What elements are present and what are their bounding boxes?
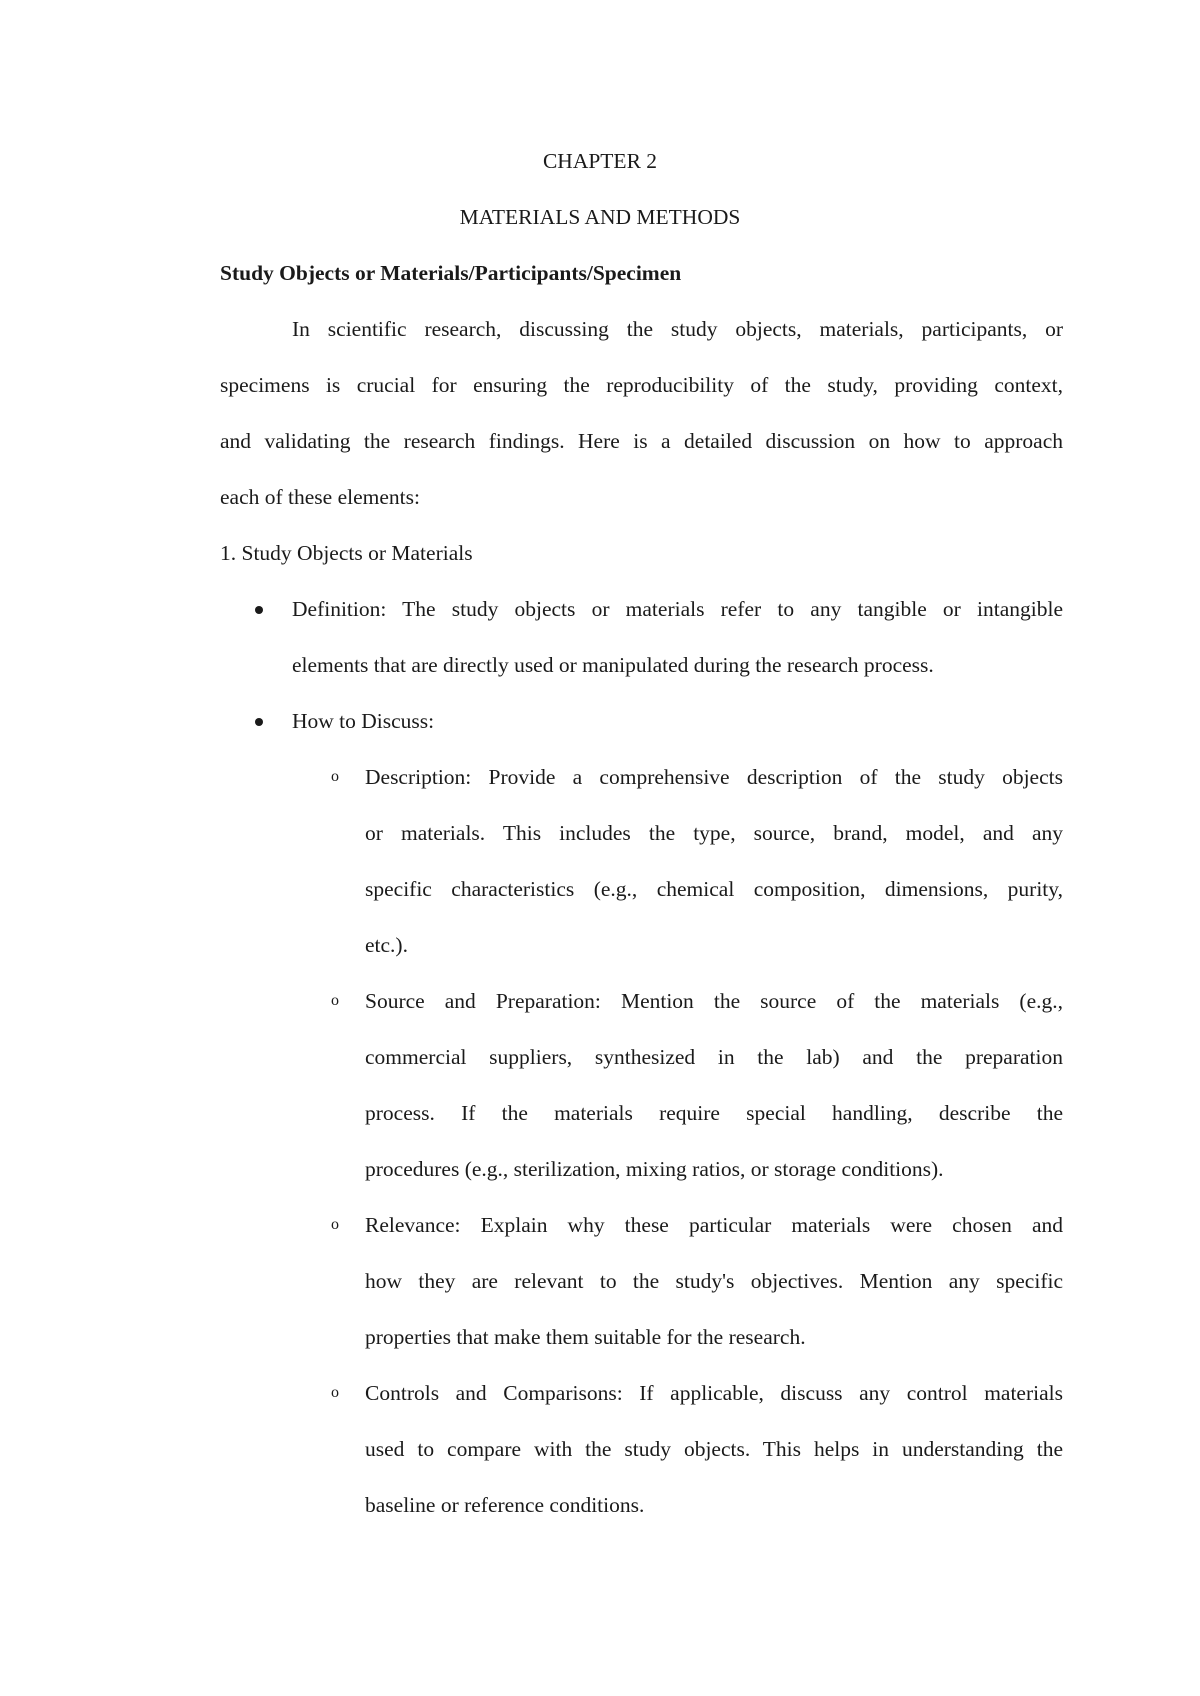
sub-bullet-line: etc.).: [365, 933, 408, 957]
bullet-marker: [251, 594, 267, 624]
sub-bullet-line: Relevance: Explain why these particular materials were chosen and: [365, 1213, 1063, 1237]
sub-bullet-line: procedures (e.g., sterilization, mixing ratios, or storage conditions).: [365, 1157, 944, 1181]
sub-bullet-line: Controls and Comparisons: If applicable, discuss any control materials: [365, 1381, 1063, 1405]
section-heading: Study Objects or Materials/Participants/Specimen: [220, 261, 682, 285]
sub-bullet-line: baseline or reference conditions.: [365, 1493, 645, 1517]
bullet-line: How to Discuss:: [292, 709, 435, 733]
sub-bullet-line: how they are relevant to the study's objectives. Mention any specific: [365, 1269, 1063, 1293]
chapter-heading: CHAPTER 2: [542, 149, 658, 173]
intro-line: and validating the research findings. Here is a detailed discussion on how to approach: [220, 429, 1063, 453]
chapter-title: MATERIALS AND METHODS: [459, 205, 741, 229]
bullet-dot-icon: [255, 606, 263, 614]
intro-line: In scientific research, discussing the study objects, materials, participants, or: [292, 317, 1063, 341]
sub-bullet-line: properties that make them suitable for the research.: [365, 1325, 806, 1349]
bullet-marker: [251, 706, 267, 736]
sub-bullet-line: or materials. This includes the type, source, brand, model, and any: [365, 821, 1063, 845]
bullet-line: Definition: The study objects or materials refer to any tangible or intangible: [292, 597, 1063, 621]
sub-bullet-line: Source and Preparation: Mention the source of the materials (e.g.,: [365, 989, 1063, 1013]
sub-bullet-marker: o: [331, 992, 339, 1009]
sub-bullet-line: used to compare with the study objects. This helps in understanding the: [365, 1437, 1063, 1461]
intro-line: specimens is crucial for ensuring the reproducibility of the study, providing context,: [220, 373, 1063, 397]
sub-bullet-marker: o: [331, 1384, 339, 1401]
bullet-line: elements that are directly used or manipulated during the research process.: [292, 653, 934, 677]
bullet-dot-icon: [255, 718, 263, 726]
sub-bullet-line: Description: Provide a comprehensive description of the study objects: [365, 765, 1063, 789]
sub-bullet-line: commercial suppliers, synthesized in the lab) and the preparation: [365, 1045, 1063, 1069]
sub-bullet-line: specific characteristics (e.g., chemical composition, dimensions, purity,: [365, 877, 1063, 901]
numbered-item: 1. Study Objects or Materials: [220, 541, 473, 565]
sub-bullet-marker: o: [331, 1216, 339, 1233]
sub-bullet-line: process. If the materials require special handling, describe the: [365, 1101, 1063, 1125]
sub-bullet-marker: o: [331, 768, 339, 785]
intro-line: each of these elements:: [220, 485, 420, 509]
